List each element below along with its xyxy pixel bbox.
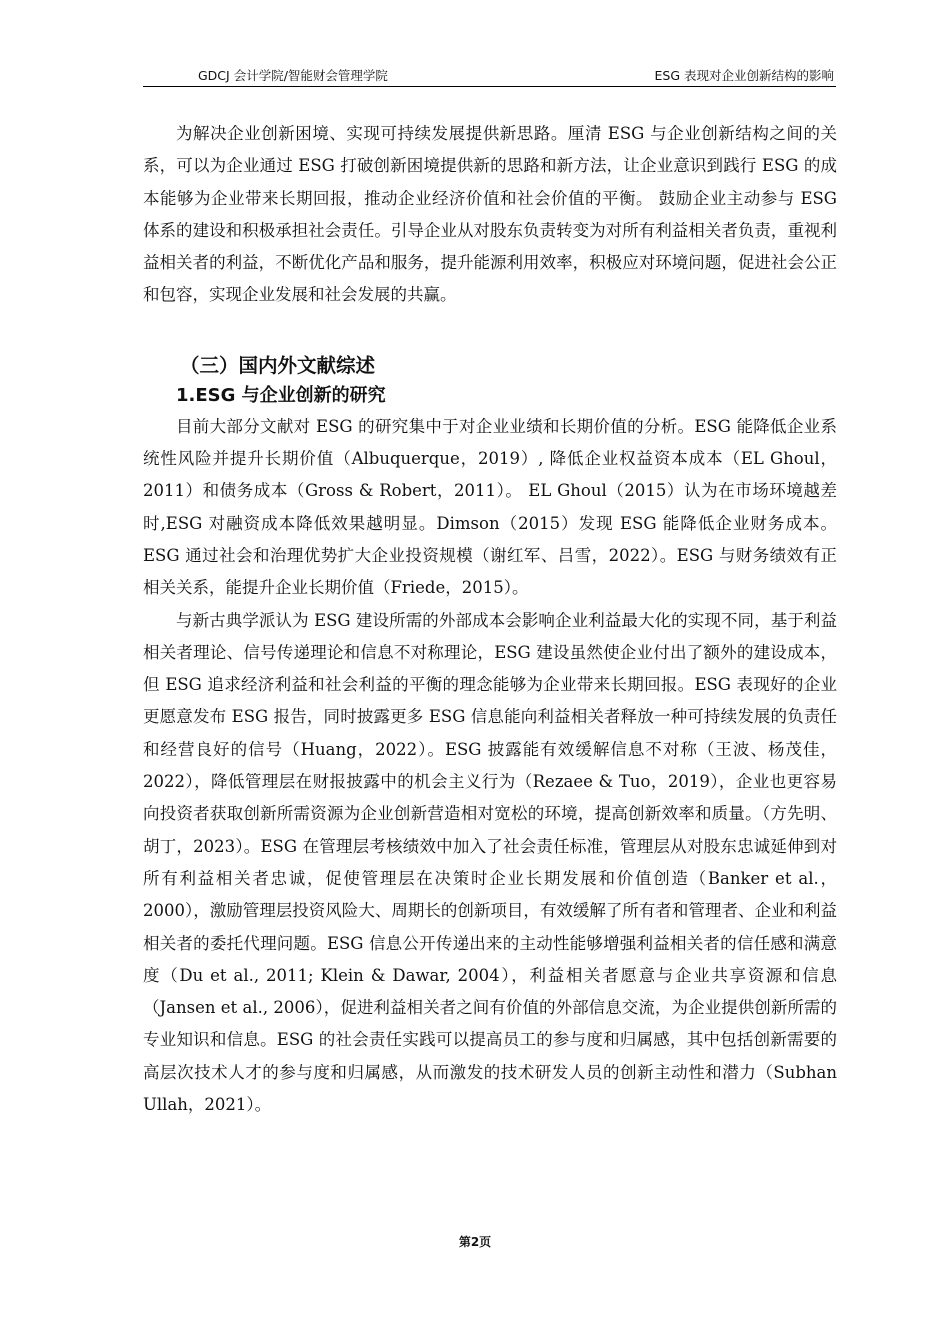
paragraph-1: 为解决企业创新困境、实现可持续发展提供新思路。厘清 ESG 与企业创新结构之间的关系，可以为企业通过 ESG 打破创新困境提供新的思路和新方法，让企业意识到践行 ESG 的成本能够为企业带来长期回报，推动企业经济价值和社会价值的平衡。 鼓励企业主动参与 ESG 体系的建设和积极承担社会责任。引导企业从对股东负责转变为对所有利益相关者负责，重视利益相关者的利益，不断优化产品和服务，提升能源利用效率，积极应对环境问题，促进社会公正和包容，实现企业发展和社会发展的共赢。: [143, 124, 837, 305]
header-right-text: ESG 表现对企业创新结构的影响: [654, 68, 834, 83]
document-body: [143, 118, 837, 1121]
section-heading: （三）国内外文献综述: [180, 353, 376, 377]
paragraph-2: 目前大部分文献对 ESG 的研究集中于对企业业绩和长期价值的分析。ESG 能降低企业系统性风险并提升长期价值（Albuquerque，2019）, 降低企业权益资本成本（EL Ghoul，2011）和债务成本（Gross & Robert，2011）。 EL Ghoul（2015）认为在市场环境越差时,ESG 对融资成本降低效果越明显。Dimson（2015）发现 ESG 能降低企业财务成本。ESG 通过社会和治理优势扩大企业投资规模（谢红军、吕雪，2022）。ESG 与财务绩效有正相关关系，能提升企业长期价值（Friede，2015）。: [143, 416, 837, 598]
paragraph-3: 与新古典学派认为 ESG 建设所需的外部成本会影响企业利益最大化的实现不同，基于利益相关者理论、信号传递理论和信息不对称理论，ESG 建设虽然使企业付出了额外的建设成本，但 ESG 追求经济利益和社会利益的平衡的理念能够为企业带来长期回报。ESG 表现好的企业更愿意发布 ESG 报告，同时披露更多 ESG 信息能向利益相关者释放一种可持续发展的负责任和经营良好的信号（Huang，2022）。ESG 披露能有效缓解信息不对称（王波、杨茂佳，2022），降低管理层在财报披露中的机会主义行为（Rezaee & Tuo，2019），企业也更容易向投资者获取创新所需资源为企业创新营造相对宽松的环境，提高创新效率和质量。（方先明、胡丁，2023）。ESG 在管理层考核绩效中加入了社会责任标准，管理层从对股东忠诚延伸到对所有利益相关者忠诚，促使管理层在决策时企业长期发展和价值创造（Banker et al.，2000），激励管理层投资风险大、周期长的创新项目，有效缓解了所有者和管理者、企业和利益相关者的委托代理问题。ESG 信息公开传递出来的主动性能够增强利益相关者的信任感和满意度（Du et al., 2011; Klein & Dawar, 2004），利益相关者愿意与企业共享资源和信息（Jansen et al., 2006），促进利益相关者之间有价值的外部信息交流，为企业提供创新所需的专业知识和信息。ESG 的社会责任实践可以提高员工的参与度和归属感，其中包括创新需要的高层次技术人才的参与度和归属感，从而激发的技术研发人员的创新主动性和潜力（Subhan Ullah，2021）。: [143, 610, 837, 1115]
header-left-text: GDCJ 会计学院/智能财会管理学院: [198, 68, 388, 83]
page-header: [143, 64, 836, 87]
subsection-heading: 1.ESG 与企业创新的研究: [176, 384, 386, 406]
page-number: 第2页: [458, 1235, 492, 1249]
